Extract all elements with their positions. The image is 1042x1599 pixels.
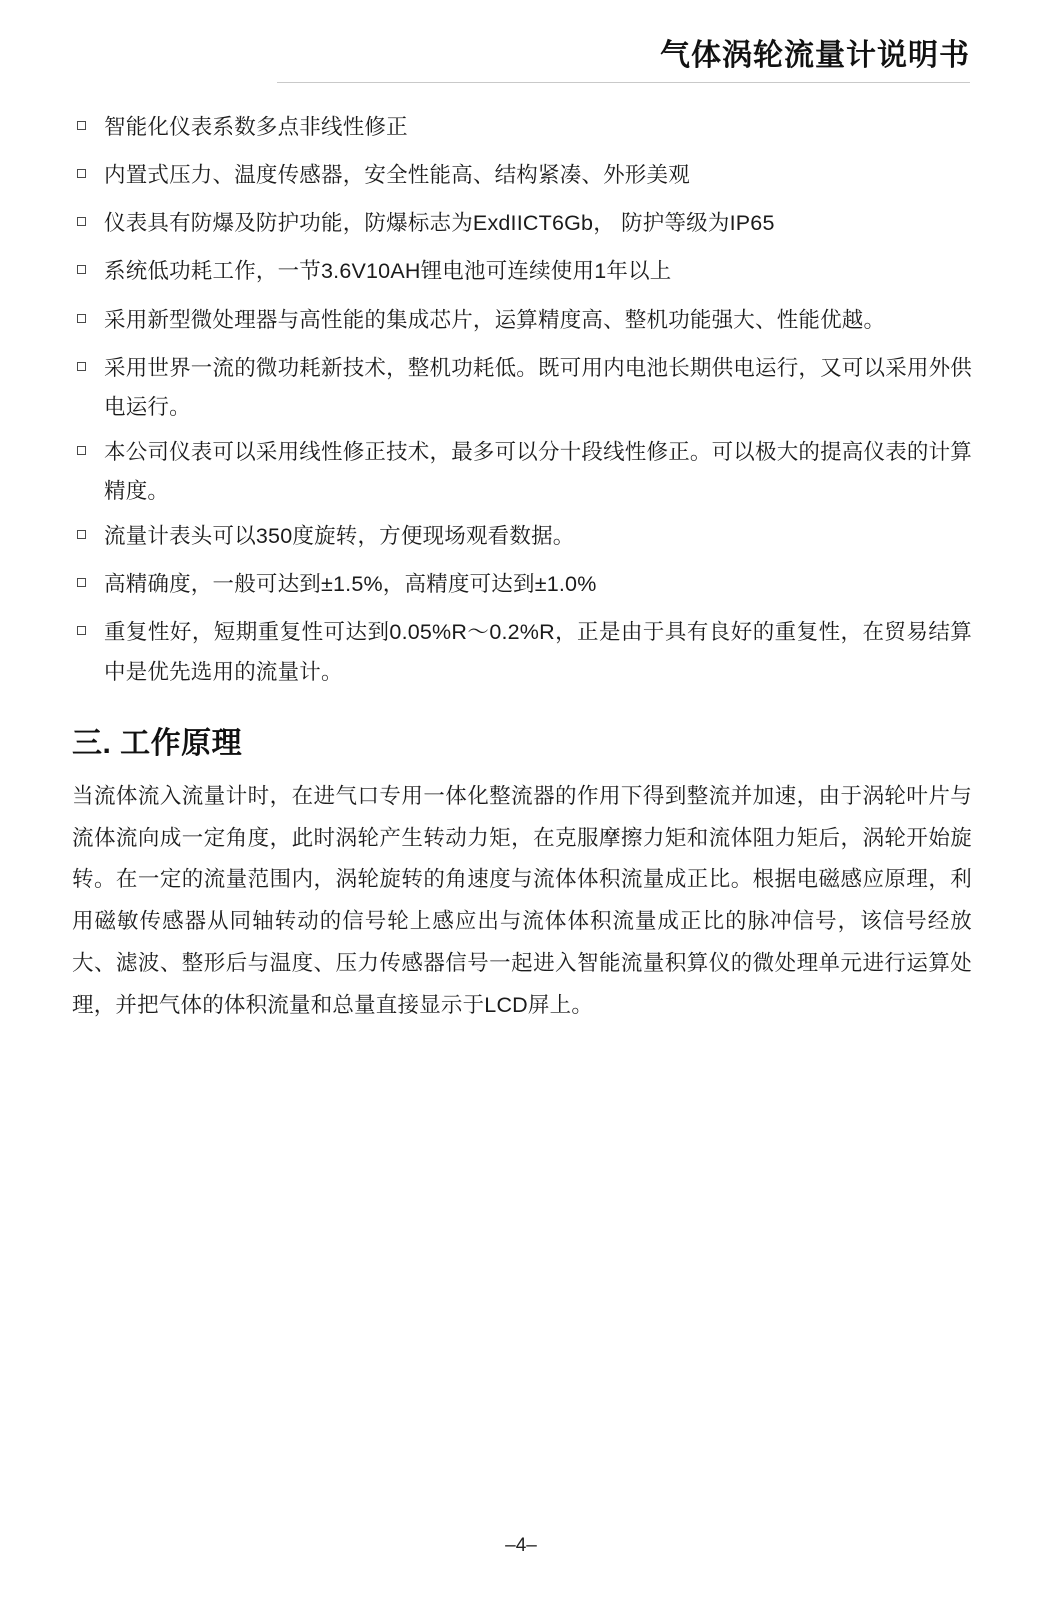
list-item	[72, 204, 972, 243]
list-item-text: 系统低功耗工作，一节3.6V10AH锂电池可连续使用1年以上	[104, 259, 672, 284]
list-item	[72, 301, 972, 340]
page-number: –4–	[505, 1535, 537, 1556]
page-header	[72, 30, 970, 92]
square-bullet-icon	[77, 578, 86, 587]
list-item	[72, 252, 972, 291]
list-item-text: 内置式压力、温度传感器，安全性能高、结构紧凑、外形美观	[104, 163, 690, 188]
square-bullet-icon	[77, 530, 86, 539]
document-title: 气体涡轮流量计说明书	[660, 39, 970, 72]
list-item-text: 本公司仪表可以采用线性修正技术，最多可以分十段线性修正。可以极大的提高仪表的计算精度。	[104, 439, 973, 503]
square-bullet-icon	[77, 121, 86, 130]
list-item-text: 采用新型微处理器与高性能的集成芯片，运算精度高、整机功能强大、性能优越。	[104, 307, 886, 332]
feature-list	[72, 108, 972, 692]
list-item	[72, 613, 972, 691]
square-bullet-icon	[77, 362, 86, 371]
list-item	[72, 108, 972, 147]
list-item	[72, 349, 972, 427]
list-item-text: 重复性好，短期重复性可达到0.05%R～0.2%R，正是由于具有良好的重复性，在贸易结算中是优先选用的流量计。	[104, 620, 972, 684]
list-item-text: 采用世界一流的微功耗新技术，整机功耗低。既可用内电池长期供电运行，又可以采用外供电运行。	[104, 355, 973, 419]
section-paragraph: 当流体流入流量计时，在进气口专用一体化整流器的作用下得到整流并加速，由于涡轮叶片与流体流向成一定角度，此时涡轮产生转动力矩，在克服摩擦力矩和流体阻力矩后，涡轮开始旋转。在一定的流量范围内，涡轮旋转的角速度与流体体积流量成正比。根据电磁感应原理，利用磁敏传感器从同轴转动的信号轮上感应出与流体体积流量成正比的脉冲信号，该信号经放大、滤波、整形后与温度、压力传感器信号一起进入智能流量积算仪的微处理单元进行运算处理，并把气体的体积流量和总量直接显示于LCD屏上。	[72, 783, 972, 1018]
list-item	[72, 565, 972, 604]
list-item-text: 流量计表头可以350度旋转，方便现场观看数据。	[104, 524, 575, 549]
square-bullet-icon	[77, 626, 86, 635]
square-bullet-icon	[77, 265, 86, 274]
list-item-text: 高精确度，一般可达到±1.5%，高精度可达到±1.0%	[104, 572, 597, 597]
square-bullet-icon	[77, 169, 86, 178]
square-bullet-icon	[77, 446, 86, 455]
square-bullet-icon	[77, 217, 86, 226]
page-content	[72, 108, 972, 1027]
list-item-text: 仪表具有防爆及防护功能，防爆标志为ExdIICT6Gb， 防护等级为IP65	[104, 211, 775, 236]
header-divider	[277, 82, 970, 83]
list-item	[72, 433, 972, 511]
page-footer	[0, 1535, 1042, 1557]
section-heading: 三. 工作原理	[72, 726, 243, 760]
list-item	[72, 517, 972, 556]
list-item-text: 智能化仪表系数多点非线性修正	[104, 115, 408, 139]
list-item	[72, 156, 972, 195]
square-bullet-icon	[77, 314, 86, 323]
